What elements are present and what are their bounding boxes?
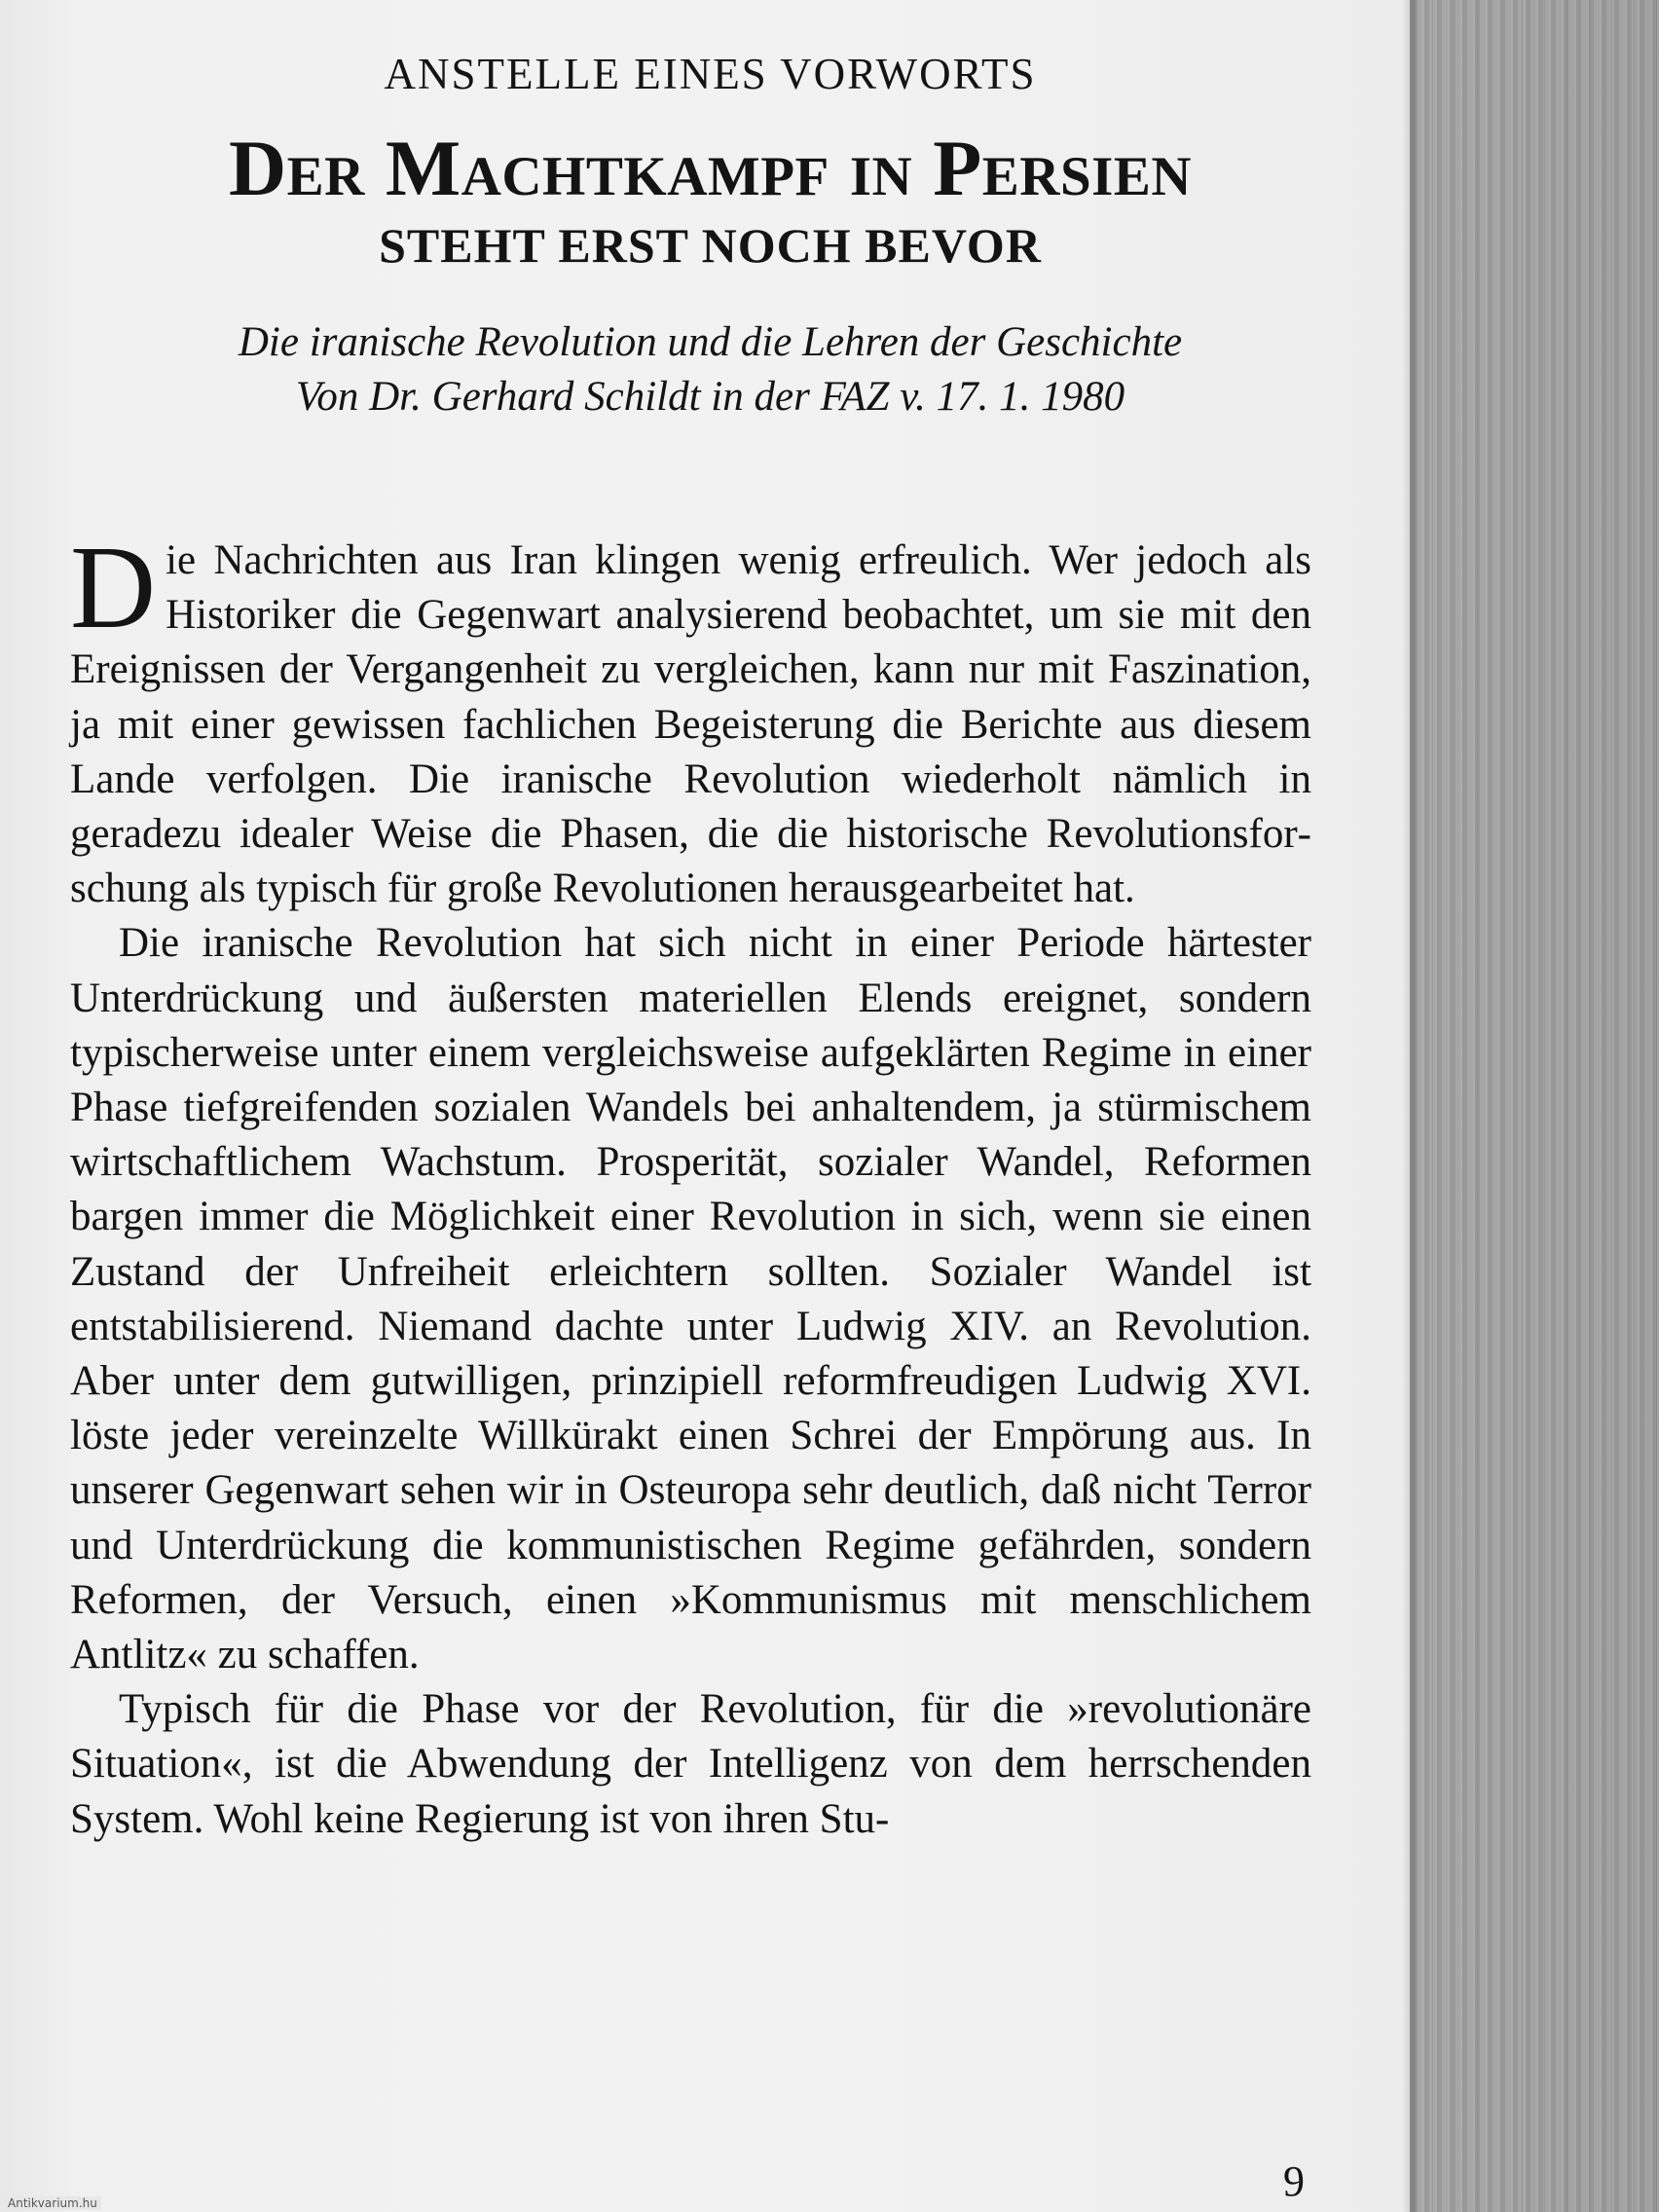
article-deck — [70, 315, 1311, 424]
article-subtitle: STEHT ERST NOCH BEVOR — [379, 218, 1042, 273]
paragraph-3: Typisch für die Phase vor der Revolution, für die »revolutionäre Situation«, ist die Abwendung der Intelligenz von dem herrschenden System. Wohl keine Regierung ist von ihren Stu- — [70, 1686, 1311, 1842]
wooden-background — [1410, 0, 1659, 2212]
paragraph-1-text: ie Nachrichten aus Iran klingen wenig erfreulich. Wer jedoch als Historiker die Gegenwart analysierend beobachtet, um sie mit den Ereignissen der Vergangenheit zu vergleichen, kann nur mit Faszination, ja mit einer gewissen fachlichen Begeisterung die Berichte aus diesem Lande verfolgen. Die iranische Revolution wiederholt nämlich in geradezu idealer Weise die Phasen, die die historische Revolutionsforschung als typisch für große Revolutionen herausgearbeitet hat. — [70, 537, 1311, 912]
drop-cap: D — [70, 522, 157, 653]
article-title: Der Machtkampf in Persien — [228, 124, 1193, 212]
paragraph-1 — [70, 522, 1311, 916]
article-body — [70, 522, 1311, 1847]
section-kicker: ANSTELLE EINES VORWORTS — [384, 50, 1037, 98]
deck-line-2: Von Dr. Gerhard Schildt in der FAZ v. 17. 1. 1980 — [295, 374, 1125, 420]
page-content — [70, 43, 1311, 1847]
watermark: Antikvarium.hu — [4, 2196, 101, 2210]
paragraph-2: Die iranische Revolution hat sich nicht in einer Periode härtester Unterdrückung und äußersten materiellen Elends ereignet, sondern typischerweise unter einem vergleichsweise aufgeklärten Regime in einer Phase tiefgreifenden sozialen Wandels bei anhaltendem, ja stürmischem wirtschaftlichem Wachstum. Prosperität, sozialer Wandel, Reformen bargen immer die Möglichkeit einer Revolution in sich, wenn sie einen Zustand der Unfreiheit erleichtern sollten. Sozialer Wandel ist entstabilisierend. Niemand dachte unter Ludwig XIV. an Revolution. Aber unter dem gutwilligen, prinzipiell reformfreudigen Ludwig XVI. löste jeder vereinzelte Willkürakt einen Schrei der Empörung aus. In unserer Gegenwart sehen wir in Osteuropa sehr deutlich, daß nicht Terror und Unterdrückung die kommunistischen Regime gefährden, sondern Reformen, der Versuch, einen »Kommunismus mit menschlichem Antlitz« zu schaffen. — [70, 920, 1311, 1678]
page-number: 9 — [1283, 2157, 1305, 2205]
deck-line-1: Die iranische Revolution und die Lehren der Geschichte — [238, 319, 1183, 365]
